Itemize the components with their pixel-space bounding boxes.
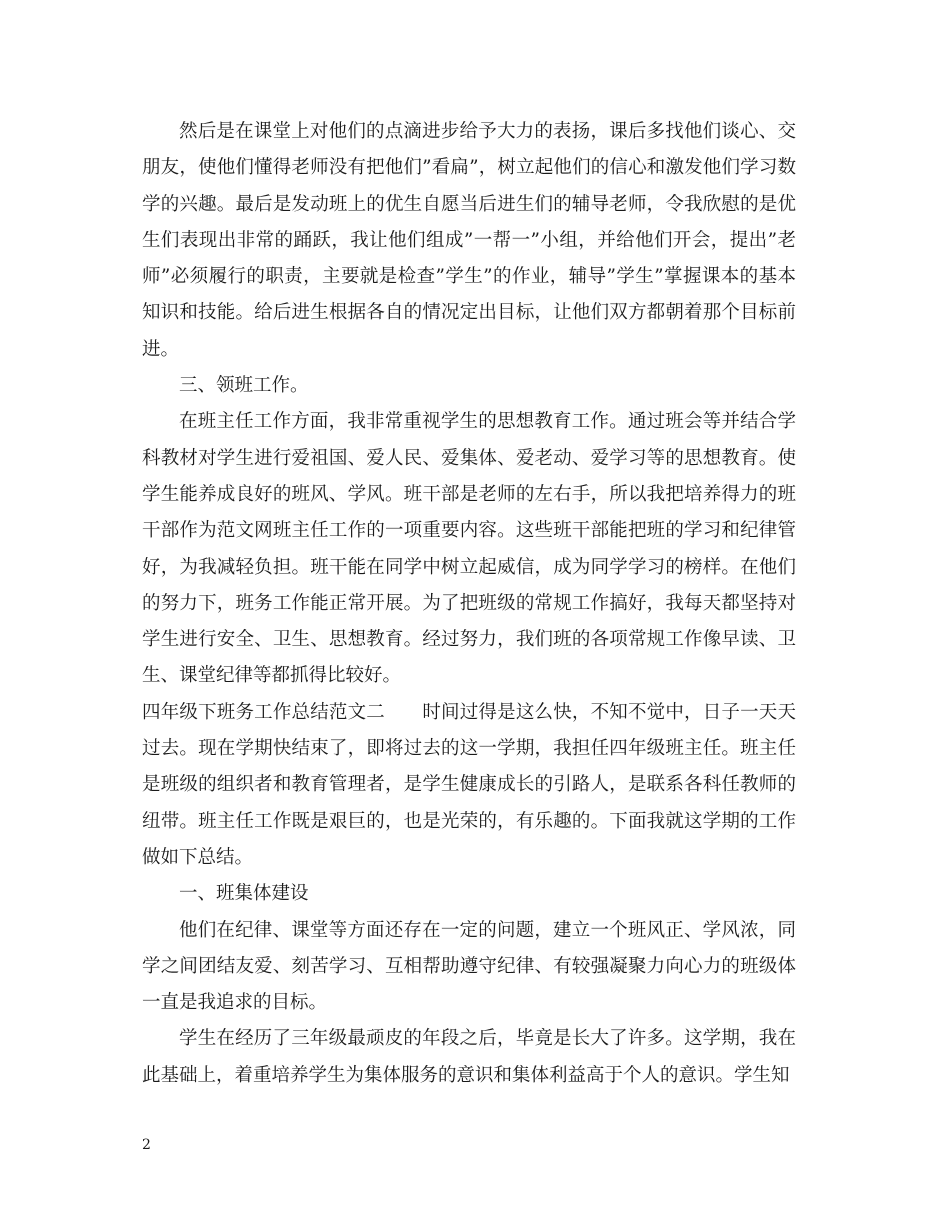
paragraph-collective-awareness: 学生在经历了三年级最顽皮的年段之后，毕竟是长大了许多。这学期，我在此基础上，着重培养学生为集体服务的意识和集体利益高于个人的意识。学生知 — [142, 1028, 796, 1086]
section-heading-class-building: 一、班集体建设 — [179, 883, 309, 905]
paragraph-class-goal: 他们在纪律、课堂等方面还存在一定的问题，建立一个班风正、学风浓，同学之间团结友爱、刻苦学习、互相帮助遵守纪律、有较强凝聚力向心力的班级体一直是我追求的目标。 — [142, 919, 796, 1014]
page-number: 2 — [142, 1137, 151, 1153]
paragraph-class-teacher-work: 在班主任工作方面，我非常重视学生的思想教育工作。通过班会等并结合学科教材对学生进行爱祖国、爱人民、爱集体、爱老动、爱学习等的思想教育。使学生能养成良好的班风、学风。班干部是老师的左右手，所以我把培养得力的班干部作为范文网班主任工作的一项重要内容。这些班干部能把班的学习和纪律管好，为我减轻负担。班干能在同学中树立起威信，成为同学学习的榜样。在他们的努力下，班务工作能正常开展。为了把班级的常规工作搞好，我每天都坚持对学生进行安全、卫生、思想教育。经过努力，我们班的各项常规工作像早读、卫生、课堂纪律等都抓得比较好。 — [142, 411, 796, 687]
paragraph-praise-progress: 然后是在课堂上对他们的点滴进步给予大力的表扬，课后多找他们谈心、交朋友，使他们懂得老师没有把他们”看扁”，树立起他们的信心和激发他们学习数学的兴趣。最后是发动班上的优生自愿当后进生们的辅导老师，令我欣慰的是优生们表现出非常的踊跃，我让他们组成”一帮一”小组，并给他们开会，提出”老师”必须履行的职责，主要就是检查”学生”的作业，辅导”学生”掌握课本的基本知识和技能。给后进生根据各自的情况定出目标，让他们双方都朝着那个目标前进。 — [142, 121, 796, 360]
paragraph-summary-two-intro: 四年级下班务工作总结范文二 时间过得是这么快，不知不觉中，日子一天天过去。现在学期快结束了，即将过去的这一学期，我担任四年级班主任。班主任是班级的组织者和教育管理者，是学生健康成长的引路人，是联系各科任教师的纽带。班主任工作既是艰巨的，也是光荣的，有乐趣的。下面我就这学期的工作做如下总结。 — [142, 701, 796, 868]
document-body — [142, 114, 796, 1094]
section-heading-class-leadership: 三、领班工作。 — [179, 375, 309, 397]
